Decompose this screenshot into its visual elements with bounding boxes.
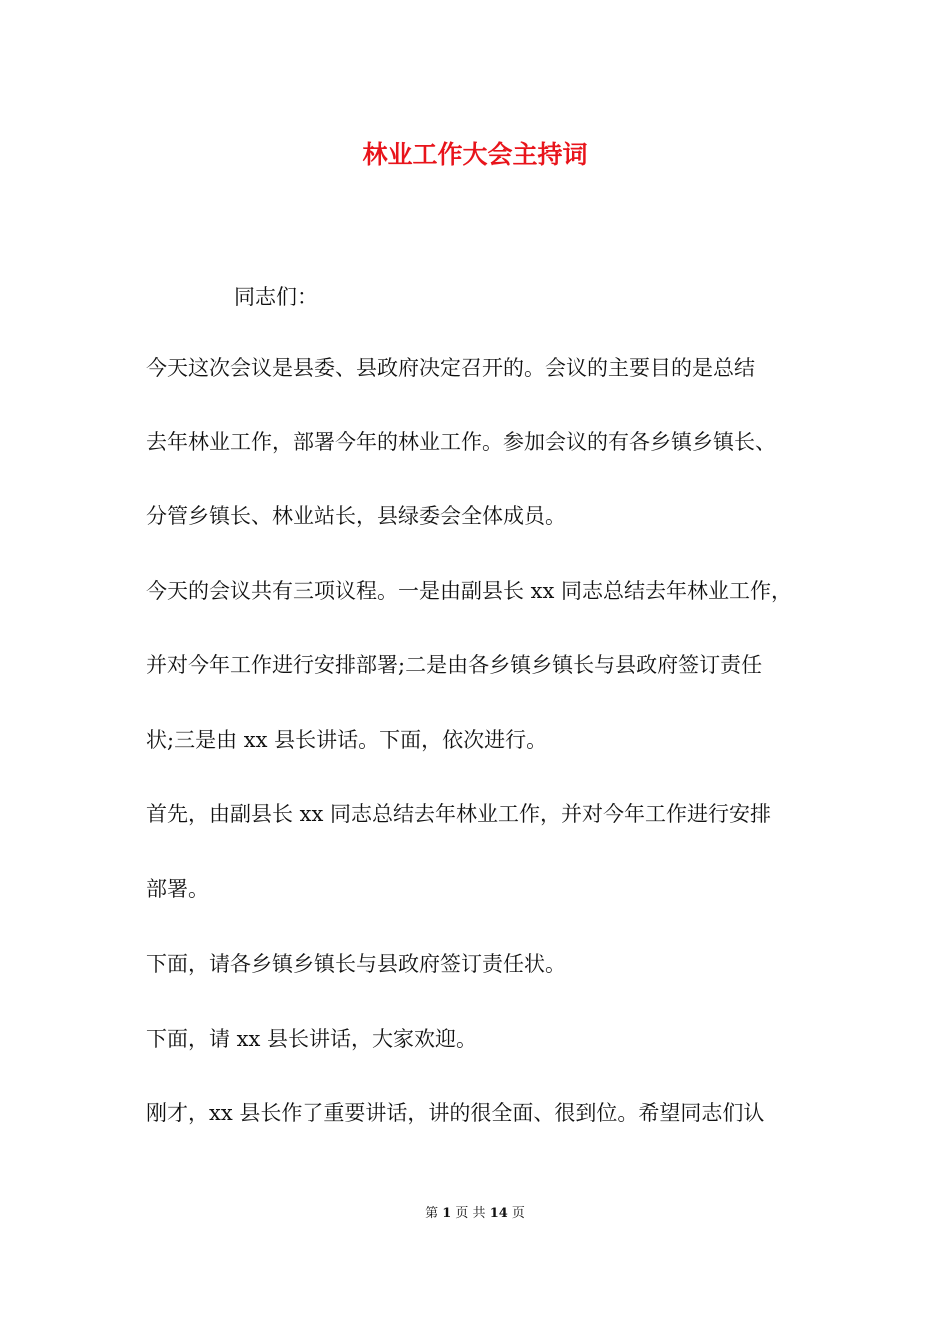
paragraph-line: 分管乡镇长、林业站长，县绿委会全体成员。 xyxy=(146,504,566,528)
footer-middle: 页 共 xyxy=(455,1206,486,1221)
paragraph-line: 今天这次会议是县委、县政府决定召开的。会议的主要目的是总结 xyxy=(146,356,755,380)
paragraph-line: 去年林业工作，部署今年的林业工作。参加会议的有各乡镇乡镇长、 xyxy=(146,430,776,454)
paragraph-line: 刚才，xx 县长作了重要讲话，讲的很全面、很到位。希望同志们认 xyxy=(146,1101,765,1125)
footer-page-number: 1 xyxy=(442,1206,452,1221)
page-footer xyxy=(0,1205,950,1223)
footer-suffix: 页 xyxy=(511,1206,525,1221)
footer-prefix: 第 xyxy=(425,1206,439,1221)
paragraph-line: 部署。 xyxy=(146,877,209,901)
paragraph-line: 下面，请 xx 县长讲话，大家欢迎。 xyxy=(146,1027,478,1051)
document-title: 林业工作大会主持词 xyxy=(362,140,588,169)
footer-total-pages: 14 xyxy=(489,1206,508,1221)
paragraph-line: 并对今年工作进行安排部署;二是由各乡镇乡镇长与县政府签订责任 xyxy=(146,653,763,677)
paragraph-line: 状;三是由 xx 县长讲话。下面，依次进行。 xyxy=(146,728,548,752)
salutation: 同志们： xyxy=(234,285,318,309)
paragraph-line: 今天的会议共有三项议程。一是由副县长 xx 同志总结去年林业工作， xyxy=(146,579,793,603)
paragraph-line: 首先，由副县长 xx 同志总结去年林业工作，并对今年工作进行安排 xyxy=(146,802,772,826)
paragraph-line: 下面，请各乡镇乡镇长与县政府签订责任状。 xyxy=(146,952,566,976)
